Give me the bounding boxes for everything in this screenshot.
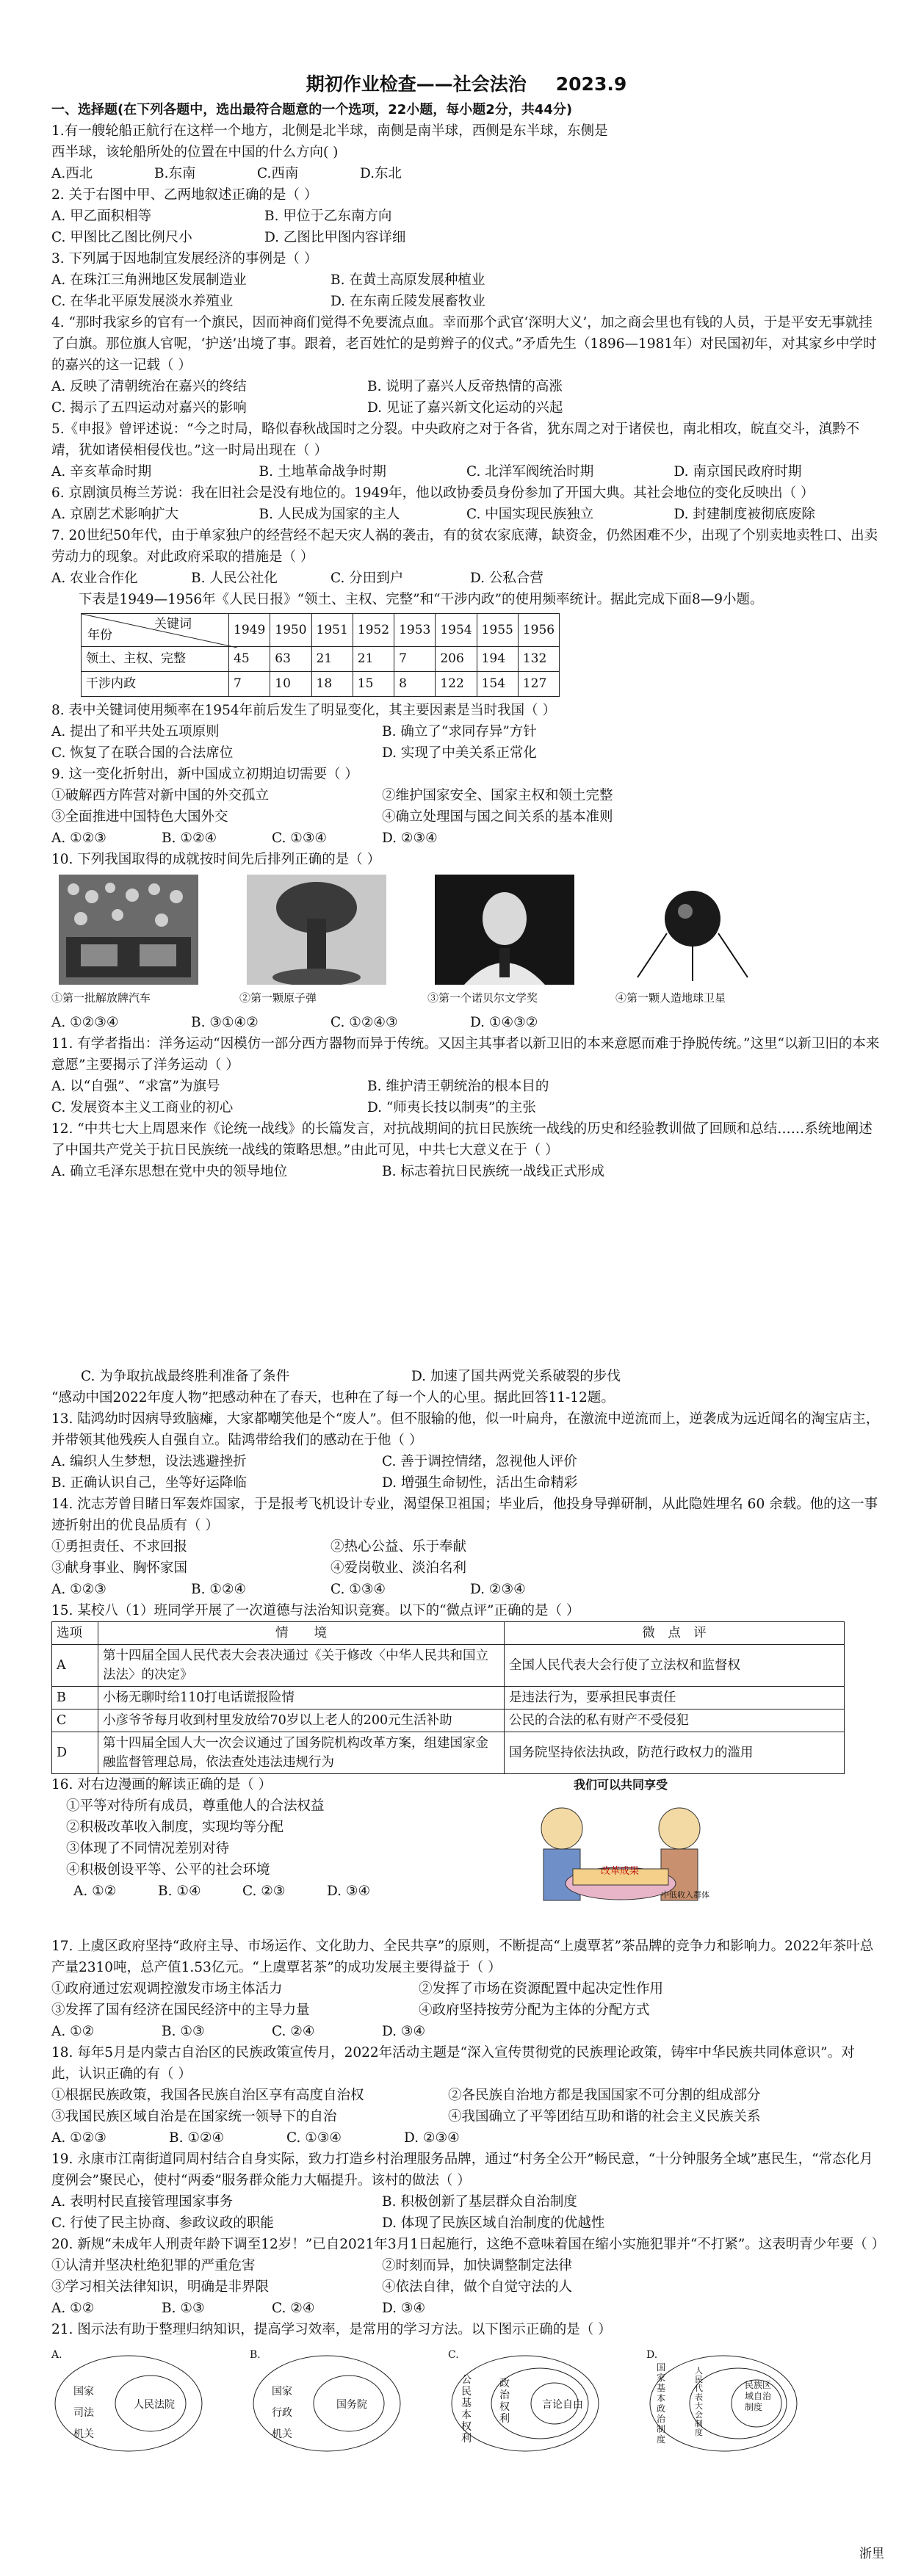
q20-opt-c: C. ②④: [272, 2301, 315, 2316]
diagram-b-outer: 国家行政机关: [272, 2386, 292, 2440]
q16-opt-d: D. ③④: [327, 1884, 371, 1899]
diagram-d-inner: 民族区域自治制度: [745, 2380, 772, 2412]
q15-header: 微 点 评: [505, 1622, 845, 1645]
q10-photos: [51, 875, 881, 1009]
q3-opt-d: D. 在东南丘陵发展畜牧业: [331, 294, 485, 309]
section-heading: 一、选择题(在下列各题中，选出最符合题意的一个选项，22小题，每小题2分，共44分): [51, 102, 573, 117]
table-row: [82, 672, 560, 697]
row-label: 干涉内政: [82, 672, 229, 697]
q20-opt-d: D. ③④: [382, 2301, 426, 2316]
q21-stem: 21. 图示法有助于整理归纳知识，提高学习效率，是常用的学习方法。以下图示正确的是（ ）: [51, 2322, 612, 2337]
q14-opt-d: D. ②③④: [470, 1582, 526, 1597]
table-cell: 154: [477, 672, 518, 697]
q14-opt-c: C. ①③④: [331, 1582, 386, 1597]
q2-opt-b: B. 甲位于乙东南方向: [264, 209, 392, 224]
q14-opt-b: B. ①②④: [191, 1582, 247, 1597]
intro-13: “感动中国2022年度人物”把感动种在了春天，也种在了每一个人的心里。据此回答11-12题。: [51, 1390, 615, 1405]
table-row: [82, 647, 560, 672]
q18-item: ①根据民族政策，我国各民族自治区享有高度自治权: [51, 2088, 364, 2103]
photo-caption: ②第一颗原子弹: [239, 991, 317, 1005]
q14-item: ④爱岗敬业、淡泊名利: [331, 1560, 467, 1576]
q17-opt-b: B. ①③: [162, 2024, 205, 2039]
q4-options: [51, 376, 683, 419]
year-cell: 1956: [518, 614, 559, 647]
q4-opt-a: A. 反映了清朝统治在嘉兴的终结: [51, 379, 247, 394]
q1-stem: 1.有一艘轮船正航行在这样一个地方，北侧是北半球，南侧是南半球，西侧是东半球，东侧是西半球，该轮船所处的位置在中国的什么方向( ): [51, 123, 608, 160]
q9-items: [51, 785, 712, 828]
table-cell: 8: [394, 672, 436, 697]
q18-item: ④我国确立了平等团结互助和谐的社会主义民族关系: [448, 2109, 761, 2124]
year-cell: 1952: [353, 614, 394, 647]
diagram-b: [250, 2345, 404, 2455]
q1-opt-b: B.东南: [154, 166, 196, 181]
q15-opt: B: [52, 1687, 98, 1710]
diagram-d-mid: 人民代表大会制度: [695, 2366, 703, 2437]
nobel-image: [435, 875, 574, 985]
q9-opt-d: D. ②③④: [382, 831, 438, 846]
table-cell: 7: [394, 647, 436, 672]
q5-stem: 5.《申报》曾评述说：“今之时局，略似春秋战国时之分裂。中央政府之对于各省，犹东周之对于诸侯也，南北相攻，皖直交斗，滇黔不靖，犹如诸侯相侵伐也。”这一时局出现在（ ）: [51, 422, 860, 458]
q10-opt-d: D. ①④③②: [470, 1015, 538, 1030]
q13-opt-b: B. 正确认识自己，坐等好运降临: [51, 1475, 247, 1491]
q14-opt-a: A. ①②③: [51, 1582, 106, 1597]
q15-comment: 是违法行为，要承担民事责任: [505, 1687, 845, 1710]
q13-stem: 13. 陆鸿幼时因病导致脑瘫，大家都嘲笑他是个“废人”。但不服输的他，似一叶扁舟，在激流中逆流而上，逆袭成为远近闻名的淘宝店主，并带领其他残疾人自强自立。陆鸿带给我们的感动在于他（ ）: [51, 1411, 880, 1448]
q5-opt-a: A. 辛亥革命时期: [51, 464, 152, 480]
year-cell: 1949: [229, 614, 270, 647]
diagram-label: B.: [250, 2349, 261, 2361]
q13-opt-d: D. 增强生命韧性，活出生命精彩: [382, 1475, 578, 1491]
q8-opt-d: D. 实现了中美关系正常化: [382, 745, 537, 761]
q12-options-top: [51, 1161, 712, 1182]
q15-opt: C: [52, 1710, 98, 1732]
photo-caption: ①第一批解放牌汽车: [51, 991, 151, 1005]
q6-opt-b: B. 人民成为国家的主人: [259, 507, 400, 522]
q13-options: [51, 1451, 712, 1494]
cartoon-title: 我们可以共同享受: [573, 1778, 668, 1792]
diagram-c-outer: 公民基本权利: [461, 2374, 472, 2445]
q19-options: [51, 2191, 712, 2234]
q15-scene: 第十四届全国人大一次会议通过了国务院机构改革方案，组建国家金融监督管理总局，依法查处违法违规行为: [98, 1732, 505, 1774]
q11-opt-d: D. “师夷长技以制夷”的主张: [367, 1100, 536, 1115]
q15-header: 选项: [52, 1622, 98, 1645]
q9-opt-c: C. ①③④: [272, 831, 328, 846]
q6-options: [51, 504, 881, 525]
diagram-label: A.: [51, 2349, 62, 2361]
page-title: [51, 73, 881, 95]
diagram-c-mid: 政治权利: [499, 2378, 510, 2425]
diagram-label: D.: [646, 2349, 658, 2361]
q11-opt-b: B. 维护清王朝统治的根本目的: [367, 1079, 549, 1094]
q7-opt-b: B. 人民公社化: [191, 571, 278, 586]
q8-stem: 8. 表中关键词使用频率在1954年前后发生了明显变化，其主要因素是当时我国（ ）: [51, 703, 556, 718]
table-cell: 15: [353, 672, 394, 697]
q17-opt-d: D. ③④: [382, 2024, 426, 2039]
q16-block: [51, 1774, 881, 1936]
q18-opt-c: C. ①③④: [286, 2130, 342, 2146]
q20-item: ④依法自律，做个自觉守法的人: [382, 2279, 573, 2295]
q14-item: ②热心公益、乐于奉献: [331, 1539, 467, 1555]
q20-options: [51, 2298, 492, 2319]
q5-opt-d: D. 南京国民政府时期: [673, 464, 802, 480]
diagram-c-inner: 言论自由: [542, 2399, 583, 2411]
diagram-c: [448, 2345, 602, 2455]
q6-stem: 6. 京剧演员梅兰芳说：我在旧社会是没有地位的。1949年，他以政协委员身份参加了开国大典。其社会地位的变化反映出（ ）: [51, 485, 815, 501]
q20-stem: 20. 新规“未成年人刑责年龄下调至12岁！”已自2021年3月1日起施行，这绝不意味着国在缩小实施犯罪并“不打紧”。这表明青少年要（ ）: [51, 2237, 886, 2252]
q12-stem: 12. “中共七大上周恩来作《论统一战线》的长篇发言，对抗战期间的抗日民族统一战线的历史和经验教训做了回顾和总结……系统地阐述了中国共产党关于抗日民族统一战线的策略思想。”由此可见，中共七大意义在于（ ）: [51, 1121, 873, 1158]
satellite-picture: [623, 875, 762, 985]
q14-item: ①勇担责任、不求回报: [51, 1539, 188, 1555]
q9-stem: 9. 这一变化折射出，新中国成立初期迫切需要（ ）: [51, 767, 358, 782]
corner-bottom: 年份: [87, 628, 112, 643]
q15-scene: 小彦爷爷每月收到村里发放给70岁以上老人的200元生活补助: [98, 1710, 505, 1732]
q12-opt-a: A. 确立毛泽东思想在党中央的领导地位: [51, 1164, 288, 1179]
q14-item: ③献身事业、胸怀家国: [51, 1560, 188, 1576]
row-label: 领土、主权、完整: [82, 647, 229, 672]
q5-options: [51, 461, 881, 482]
table-cell: 122: [436, 672, 477, 697]
year-cell: 1951: [311, 614, 353, 647]
q10-opt-b: B. ③①④②: [191, 1015, 259, 1030]
q12-opt-d: D. 加速了国共两党关系破裂的步伐: [411, 1369, 621, 1384]
q18-item: ②各民族自治地方都是我国国家不可分割的组成部分: [448, 2088, 761, 2103]
q9-item: ④确立处理国与国之间关系的基本准则: [382, 809, 613, 825]
diagram-d-outer: 国家基本政治制度: [657, 2362, 666, 2445]
q10-opt-a: A. ①②③④: [51, 1015, 119, 1030]
q7-opt-a: A. 农业合作化: [51, 571, 138, 586]
year-cell: 1950: [270, 614, 311, 647]
year-cell: 1953: [394, 614, 436, 647]
q16-stem: 16. 对右边漫画的解读正确的是（ ）: [51, 1777, 272, 1792]
q21-diagrams: [51, 2345, 881, 2455]
q5-opt-c: C. 北洋军阀统治时期: [466, 464, 594, 480]
q17-item: ④政府坚持按劳分配为主体的分配方式: [419, 2002, 650, 2018]
diagram-b-inner: 国务院: [336, 2399, 367, 2411]
q14-stem: 14. 沈志芳曾目睹日军轰炸国家，于是报考飞机设计专业，渴望保卫祖国；毕业后，他投身导弹研制，从此隐姓埋名 60 余载。他的这一事迹折射出的优良品质有（ ）: [51, 1497, 878, 1533]
nobel-picture: [435, 875, 574, 985]
q16-item: ①平等对待所有成员，尊重他人的合法权益: [66, 1798, 325, 1814]
q3-opt-a: A. 在珠江三角洲地区发展制造业: [51, 272, 247, 288]
q17-options: [51, 2021, 492, 2042]
q16-item: ④积极创设平等、公平的社会环境: [66, 1862, 270, 1878]
q17-item: ①政府通过宏观调控激发市场主体活力: [51, 1981, 283, 1997]
q17-stem: 17. 上虞区政府坚持“政府主导、市场运作、文化助力、全民共享”的原则，不断提高“上虞覃茗”茶品牌的竞争力和影响力。2022年茶叶总产量2310吨，总产值1.53亿元。“上虞覃茗茶”的成功发展主要得益于（ ）: [51, 1939, 874, 1975]
table-cell: 18: [311, 672, 353, 697]
q7-options: [51, 568, 610, 589]
q15-scene: 第十四届全国人民代表大会表决通过《关于修改〈中华人民共和国立法法〉的决定》: [98, 1645, 505, 1687]
q16-item: ②积极改革收入制度，实现均等分配: [66, 1820, 284, 1835]
q4-stem: 4. “那时我家乡的官有一个旗民，因而神商们觉得不免要流点血。幸而那个武官‘深明大义’，加之商会里也有钱的人员，于是平安无事就挂了白旗。那位旗人官呢，‘护送’出境了事。跟着，老百姓忙的是剪辫子的仪式。”矛盾先生（1896—1981年）对民国初年，对其家乡中学时的嘉兴的这一记载（ ）: [51, 315, 877, 373]
q19-opt-d: D. 体现了民族区域自治制度的优越性: [382, 2215, 605, 2231]
q1-options: [51, 163, 463, 184]
q2-stem: 2. 关于右图中甲、乙两地叙述正确的是（ ）: [51, 187, 318, 203]
q18-opt-d: D. ②③④: [404, 2130, 460, 2146]
q18-options: [51, 2127, 521, 2149]
table-cell: 194: [477, 647, 518, 672]
frequency-table: [81, 613, 560, 697]
q18-opt-a: A. ①②③: [51, 2130, 106, 2146]
q15-comment: 公民的合法的私有财产不受侵犯: [505, 1710, 845, 1732]
q7-stem: 7. 20世纪50年代，由于单家独户的经营经不起天灾人祸的袭击，有的贫农家底薄，缺资金，仍然困难不少，出现了个别卖地卖牲口、出卖劳动力的现象。对此政府采取的措施是（ ）: [51, 528, 878, 565]
q9-opt-b: B. ①②④: [162, 831, 217, 846]
table-cell: 63: [270, 647, 311, 672]
q8-opt-b: B. 确立了“求同存异”方针: [382, 724, 537, 739]
q20-item: ②时刻而异，加快调整制定法律: [382, 2258, 573, 2273]
q20-item: ③学习相关法律知识，明确是非界限: [51, 2279, 270, 2295]
cartoon-cake-label: 改革成果: [601, 1866, 640, 1877]
q15-comment: 国务院坚持依法执政，防范行政权力的滥用: [505, 1732, 845, 1774]
q7-opt-c: C. 分田到户: [331, 571, 404, 586]
q10-opt-c: C. ①②④③: [331, 1015, 398, 1030]
q20-item: ①认清并坚决杜绝犯罪的严重危害: [51, 2258, 256, 2273]
table-row: [52, 1687, 845, 1710]
q9-opt-a: A. ①②③: [51, 831, 106, 846]
trucks-picture: [59, 875, 198, 985]
q20-opt-a: A. ①②: [51, 2301, 95, 2316]
diagram-a-outer: 国家司法机关: [73, 2386, 94, 2440]
table-corner-cell: [82, 614, 229, 647]
q15-header: 情 境: [98, 1622, 505, 1645]
q17-item: ②发挥了市场在资源配置中起决定性作用: [419, 1981, 664, 1997]
photo-caption: ③第一个诺贝尔文学奖: [427, 991, 538, 1005]
q2-opt-d: D. 乙图比甲图内容详细: [264, 230, 406, 245]
q4-opt-b: B. 说明了嘉兴人反帝热情的高涨: [367, 379, 563, 394]
q17-opt-a: A. ①②: [51, 2024, 95, 2039]
table-cell: 206: [436, 647, 477, 672]
photo-atomic-bomb: [239, 875, 401, 1009]
q17-item: ③发挥了国有经济在国民经济中的主导力量: [51, 2002, 310, 2018]
q8-options: [51, 721, 712, 764]
q13-opt-c: C. 善于调控情绪，忽视他人评价: [382, 1454, 577, 1469]
diagram-a: [51, 2345, 206, 2455]
q10-options: [51, 1012, 610, 1033]
photo-trucks: [51, 875, 213, 1009]
q15-opt: D: [52, 1732, 98, 1774]
footer-text: 浙里: [859, 2547, 884, 2561]
q5-opt-b: B. 土地革命战争时期: [259, 464, 386, 480]
photo-caption: ④第一颗人造地球卫星: [615, 991, 726, 1005]
table-cell: 7: [229, 672, 270, 697]
q9-item: ②维护国家安全、国家主权和领土完整: [382, 788, 613, 803]
title-text: 期初作业检查——社会法治: [306, 73, 527, 95]
title-date: 2023.9: [555, 73, 627, 95]
q2-opt-a: A. 甲乙面积相等: [51, 209, 152, 224]
blank-space: [51, 1182, 881, 1366]
q13-opt-a: A. 编织人生梦想，设法逃避挫折: [51, 1454, 247, 1469]
year-cell: 1954: [436, 614, 477, 647]
q6-opt-c: C. 中国实现民族独立: [466, 507, 594, 522]
q4-opt-c: C. 揭示了五四运动对嘉兴的影响: [51, 400, 247, 416]
table-cell: 21: [353, 647, 394, 672]
q14-items: [51, 1536, 610, 1579]
table-row: [52, 1732, 845, 1774]
q16-item: ③体现了不同情况差别对待: [66, 1841, 230, 1856]
q11-opt-a: A. 以“自强”、“求富”为旗号: [51, 1079, 220, 1094]
q19-opt-c: C. 行使了民主协商、参政议政的职能: [51, 2215, 274, 2231]
table-intro: 下表是1949—1956年《人民日报》“领土、主权、完整”和“干涉内政”的使用频率统计。据此完成下面8—9小题。: [79, 592, 764, 607]
q8-opt-c: C. 恢复了在联合国的合法席位: [51, 745, 234, 761]
table-cell: 10: [270, 672, 311, 697]
q6-opt-d: D. 封建制度被彻底废除: [673, 507, 815, 522]
q11-stem: 11. 有学者指出：洋务运动“因模仿一部分西方器物而异于传统。又因主其事者以新卫旧的本来意愿而难于挣脱传统。”这里“以新卫旧的本来意愿”主要揭示了洋务运动（ ）: [51, 1036, 880, 1073]
q3-stem: 3. 下列属于因地制宜发展经济的事例是（ ）: [51, 251, 318, 267]
photo-satellite: [615, 875, 777, 1009]
q3-options: [51, 269, 610, 312]
year-cell: 1955: [477, 614, 518, 647]
q20-items: [51, 2255, 712, 2298]
q9-item: ③全面推进中国特色大国外交: [51, 809, 228, 825]
q16-opt-b: B. ①④: [158, 1884, 201, 1899]
q14-options: [51, 1579, 610, 1600]
table-cell: 132: [518, 647, 559, 672]
q15-table: [51, 1621, 845, 1774]
mushroom-cloud-picture: [247, 875, 386, 985]
q19-opt-b: B. 积极创新了基层群众自治制度: [382, 2194, 577, 2210]
q19-opt-a: A. 表明村民直接管理国家事务: [51, 2194, 234, 2210]
q11-opt-c: C. 发展资本主义工商业的初心: [51, 1100, 234, 1115]
q18-stem: 18. 每年5月是内蒙古自治区的民族政策宣传月，2022年活动主题是“深入宣传贯彻党的民族理论政策，铸牢中华民族共同体意识”。对此，认识正确的有（ ）: [51, 2045, 855, 2082]
table-row: [52, 1710, 845, 1732]
q18-item: ③我国民族区域自治是在国家统一领导下的自治: [51, 2109, 337, 2124]
q16-opt-c: C. ②③: [242, 1884, 286, 1899]
q4-opt-d: D. 见证了嘉兴新文化运动的兴起: [367, 400, 563, 416]
table-cell: 21: [311, 647, 353, 672]
q10-stem: 10. 下列我国取得的成就按时间先后排列正确的是（ ）: [51, 852, 381, 867]
diagram-d: [646, 2345, 801, 2455]
table-cell: 127: [518, 672, 559, 697]
q20-opt-b: B. ①③: [162, 2301, 205, 2316]
trucks-image: [59, 875, 198, 985]
q11-options: [51, 1076, 683, 1118]
q6-opt-a: A. 京剧艺术影响扩大: [51, 507, 179, 522]
q15-scene: 小杨无聊时给110打电话谎报险情: [98, 1687, 505, 1710]
q17-items: [51, 1978, 786, 2021]
table-row: [52, 1645, 845, 1687]
q1-opt-d: D.东北: [360, 166, 402, 181]
q3-opt-b: B. 在黄土高原发展种植业: [331, 272, 485, 288]
q15-opt: A: [52, 1645, 98, 1687]
q16-cartoon: [529, 1774, 712, 1914]
q18-opt-b: B. ①②④: [169, 2130, 225, 2146]
cartoon-tag: 中低收入群体: [661, 1890, 709, 1900]
q16-options: [51, 1881, 411, 1902]
q18-items: [51, 2085, 845, 2127]
q19-stem: 19. 永康市江南街道同周村结合自身实际，致力打造乡村治理服务品牌，通过“村务全公开”畅民意，“十分钟服务全域”惠民生，“常态化月度例会”聚民心，使村“两委”服务群众能力大幅提升。该村的做法（ ）: [51, 2152, 873, 2188]
satellite-image: [623, 875, 762, 985]
q1-opt-a: A.西北: [51, 166, 93, 181]
q2-options: [51, 206, 477, 248]
q3-opt-c: C. 在华北平原发展淡水养殖业: [51, 294, 234, 309]
q17-opt-c: C. ②④: [272, 2024, 315, 2039]
q16-opt-a: A. ①②: [73, 1884, 117, 1899]
diagram-label: C.: [448, 2349, 459, 2361]
q15-stem: 15. 某校八（1）班同学开展了一次道德与法治知识竞赛。以下的“微点评”正确的是（ ）: [51, 1603, 580, 1618]
photo-nobel: [427, 875, 589, 1009]
mushroom-cloud-image: [247, 875, 386, 985]
q12-opt-b: B. 标志着抗日民族统一战线正式形成: [382, 1164, 604, 1179]
q9-options: [51, 828, 492, 849]
diagram-a-inner: 人民法院: [134, 2399, 175, 2411]
q12-opt-c: C. 为争取抗战最终胜利准备了条件: [81, 1369, 290, 1384]
q7-opt-d: D. 公私合营: [470, 571, 543, 586]
table-cell: 45: [229, 647, 270, 672]
q9-item: ①破解西方阵营对新中国的外交孤立: [51, 788, 270, 803]
q8-opt-a: A. 提出了和平共处五项原则: [51, 724, 220, 739]
exam-page: [51, 44, 886, 2455]
q12-options-bottom: [51, 1366, 742, 1387]
q1-opt-c: C.西南: [257, 166, 299, 181]
corner-top: 关键词: [154, 617, 192, 632]
q2-opt-c: C. 甲图比乙图比例尺小: [51, 230, 192, 245]
q15-comment: 全国人民代表大会行使了立法权和监督权: [505, 1645, 845, 1687]
